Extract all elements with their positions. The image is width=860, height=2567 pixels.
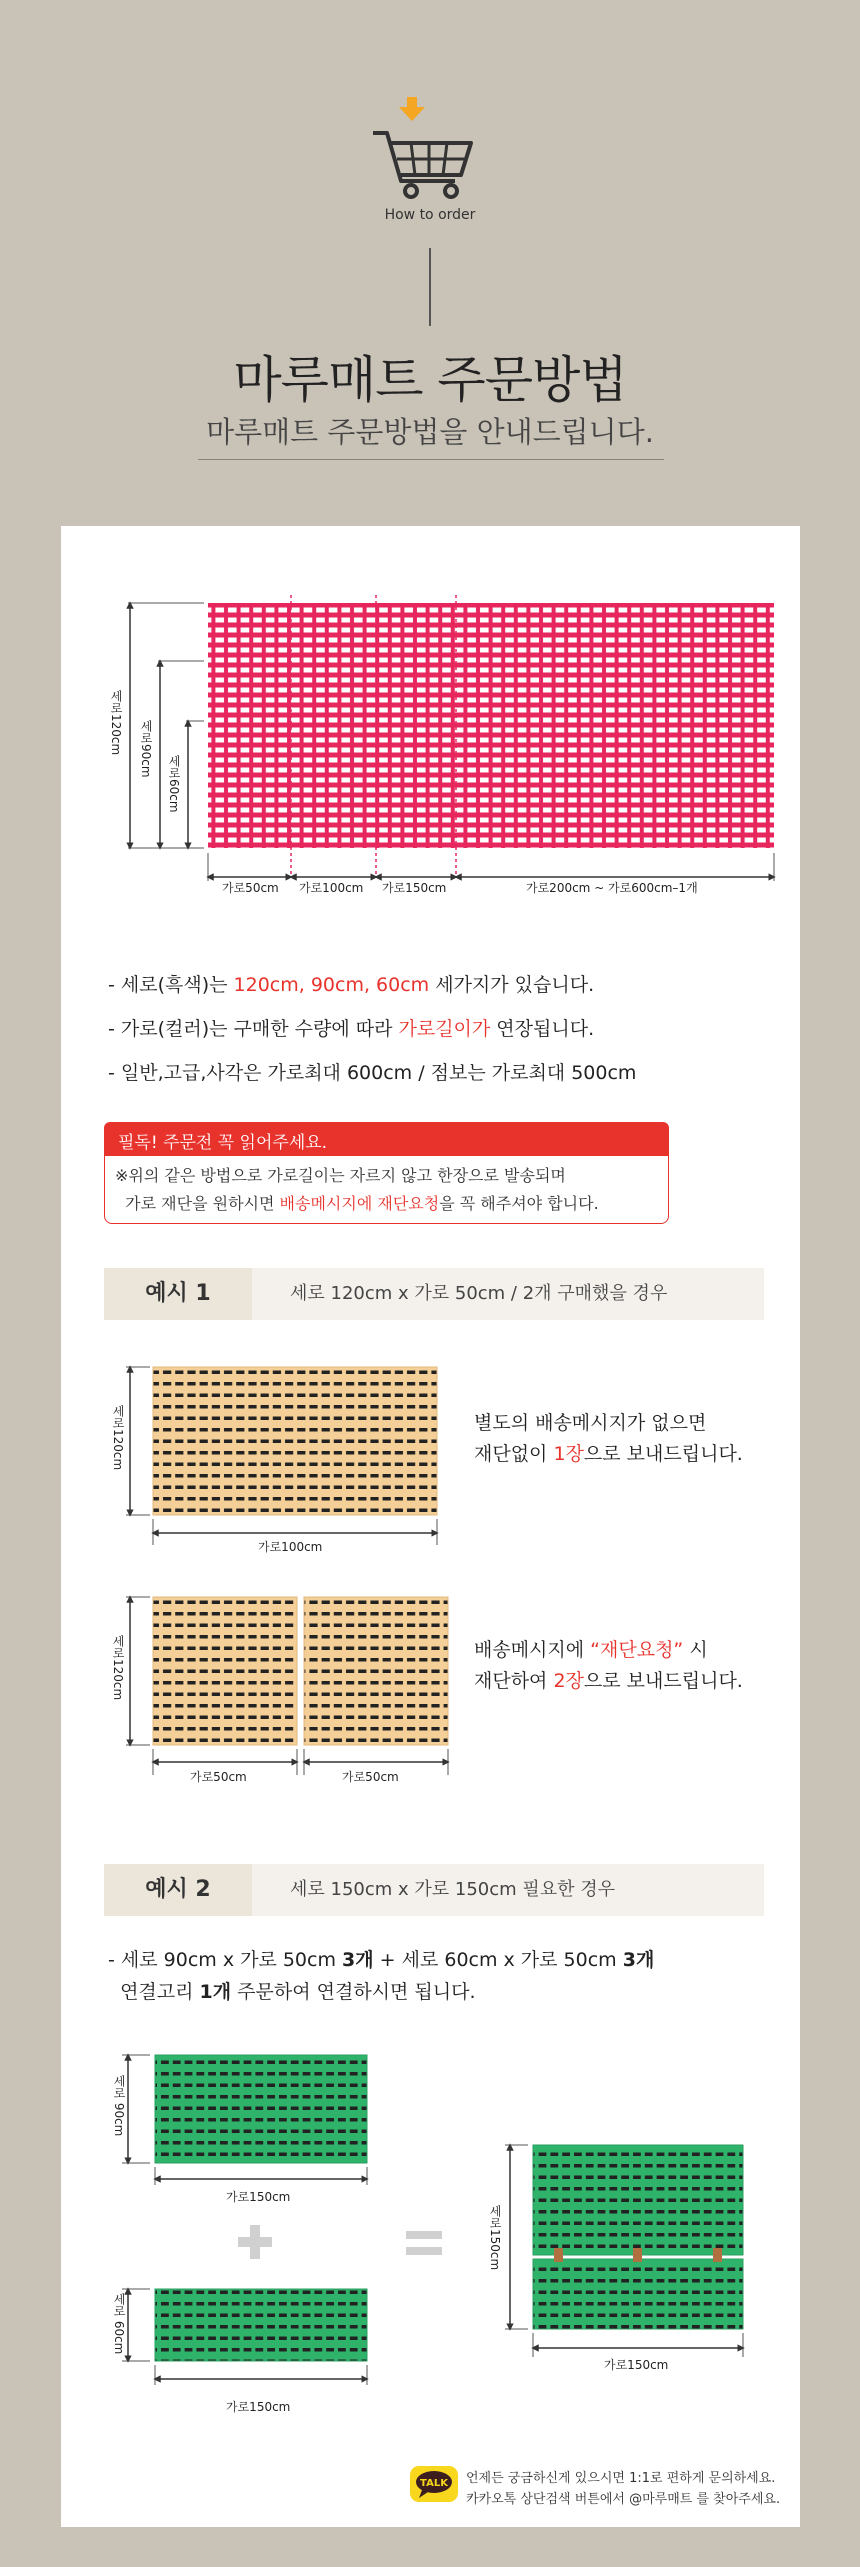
bullet-max-width: - 일반,고급,사각은 가로최대 600cm / 점보는 가로최대 500cm: [108, 1062, 637, 1084]
footer-line-1: 언제든 궁금하신게 있으시면 1:1로 편하게 문의하세요.: [466, 2471, 776, 2486]
example-2-text: 세로 150cm x 가로 150cm 필요한 경우: [290, 1879, 616, 1900]
page-title: 마루매트 주문방법: [233, 351, 627, 409]
width-label-50: 가로50cm: [222, 881, 279, 895]
example-1-cut-mats: [100, 1585, 460, 1785]
example-1-b-height: 세로120cm: [111, 1635, 125, 1701]
notice-heading: 필독! 주문전 꼭 읽어주세요.: [104, 1122, 669, 1156]
example-2-top-width: 가로150cm: [226, 2190, 291, 2204]
example-1-text: 세로 120cm x 가로 50cm / 2개 구매했을 경우: [290, 1283, 668, 1304]
example-2-bottom-width: 가로150cm: [226, 2400, 291, 2414]
example-1-label: 예시 1: [104, 1268, 252, 1320]
example-1-b-desc: 배송메시지에 “재단요청” 시 재단하여 2장으로 보내드립니다.: [474, 1639, 743, 1692]
mat-preview-pink: [208, 603, 774, 848]
notice-body: ※위의 같은 방법으로 가로길이는 자르지 않고 한장으로 발송되며 가로 재단을 원하시면 배송메시지에 재단요청을 꼭 해주셔야 합니다.: [104, 1156, 669, 1224]
kakao-talk-icon[interactable]: [410, 2466, 458, 2502]
bullet-width-extension: - 가로(컬러)는 구매한 수량에 따라 가로길이가 연장됩니다.: [108, 1018, 595, 1040]
equals-icon: [406, 2231, 442, 2239]
example-2-top-height: 세로 90cm: [112, 2075, 126, 2137]
width-label-200-600: 가로200cm ~ 가로600cm–1개: [526, 881, 698, 895]
svg-text:TALK: TALK: [420, 2478, 448, 2489]
example-1-a-desc: 별도의 배송메시지가 없으면 재단없이 1장으로 보내드립니다.: [474, 1412, 743, 1465]
example-1-a-height: 세로120cm: [111, 1405, 125, 1471]
size-diagram: [100, 585, 790, 905]
example-2-bar: [104, 1864, 764, 1916]
example-1-single-mat: [100, 1355, 460, 1555]
header-divider: [429, 248, 431, 326]
example-2-result-width: 가로150cm: [604, 2358, 669, 2372]
subtitle-underline: [198, 459, 664, 460]
example-2-label: 예시 2: [104, 1864, 252, 1916]
example-1-b-width-1: 가로50cm: [190, 1770, 247, 1784]
page-subtitle: 마루매트 주문방법을 안내드립니다.: [206, 415, 654, 449]
height-label-60: 세로60cm: [167, 755, 181, 813]
example-2-diagram: [100, 2045, 780, 2435]
shopping-cart-icon: [367, 95, 493, 205]
example-1-b-width-2: 가로50cm: [342, 1770, 399, 1784]
height-label-120: 세로120cm: [109, 690, 123, 756]
bullet-height-options: - 세로(흑색)는 120cm, 90cm, 60cm 세가지가 있습니다.: [108, 974, 595, 996]
example-2-bottom-height: 세로 60cm: [112, 2293, 126, 2355]
width-label-150: 가로150cm: [382, 881, 447, 895]
example-2-result-height: 세로150cm: [488, 2205, 502, 2271]
height-label-90: 세로90cm: [139, 720, 153, 778]
how-to-order-caption: How to order: [384, 207, 476, 223]
example-1-a-width: 가로100cm: [258, 1540, 323, 1554]
width-label-100: 가로100cm: [299, 881, 364, 895]
example-2-desc: - 세로 90cm x 가로 50cm 3개 + 세로 60cm x 가로 50cm 3개 연결고리 1개 주문하여 연결하시면 됩니다.: [108, 1949, 655, 2003]
example-1-bar: [104, 1268, 764, 1320]
footer-line-2: 카카오톡 상단검색 버튼에서 @마루매트 를 찾아주세요.: [466, 2492, 781, 2507]
